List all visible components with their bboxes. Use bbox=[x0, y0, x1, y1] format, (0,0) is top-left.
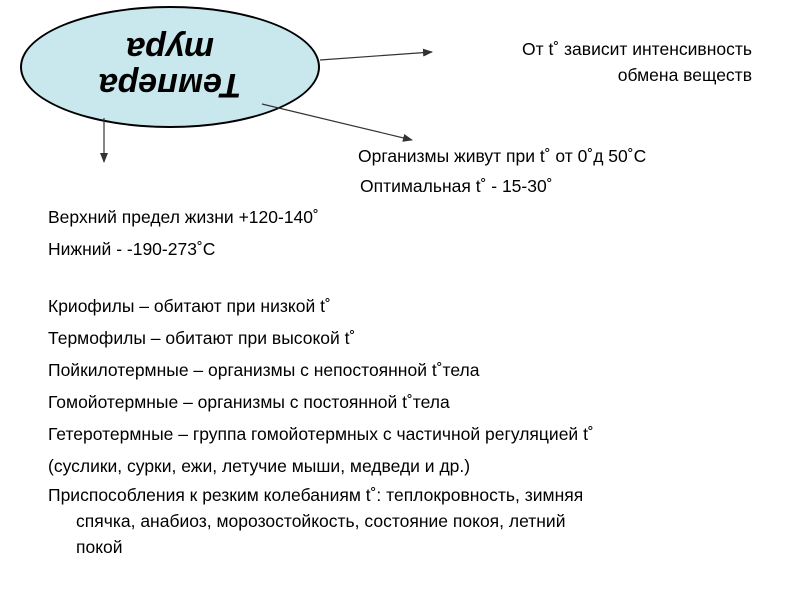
living-range-text: Организмы живут при t˚ от 0˚д 50˚С bbox=[358, 146, 647, 166]
thermophiles-text: Термофилы – обитают при высокой t˚ bbox=[48, 328, 356, 348]
upper-limit-text: Верхний предел жизни +120-140˚ bbox=[48, 207, 319, 227]
arrow-to-center bbox=[262, 104, 412, 140]
title-line-1: Темпера bbox=[98, 66, 242, 104]
poikilothermic-text: Пойкилотермные – организмы с непостоянной t˚тела bbox=[48, 360, 480, 380]
intensity-text-line-2: обмена веществ bbox=[617, 65, 752, 85]
lower-limit-text: Нижний - -190-273˚С bbox=[48, 239, 216, 259]
heterothermic-text: Гетеротермные – группа гомойотермных с частичной регуляцией t˚ bbox=[48, 424, 594, 444]
adaptations-text-line-3: покой bbox=[76, 537, 123, 557]
title-line-2: тура bbox=[126, 30, 214, 68]
intensity-text-line-1: От t˚ зависит интенсивность bbox=[521, 39, 752, 59]
arrow-to-top-right bbox=[320, 52, 432, 60]
homeothermic-text: Гомойотермные – организмы с постоянной t˚тела bbox=[48, 392, 450, 412]
adaptations-text-line-2: спячка, анабиоз, морозостойкость, состояние покоя, летний bbox=[76, 511, 566, 531]
examples-text: (суслики, сурки, ежи, летучие мыши, медведи и др.) bbox=[48, 456, 471, 476]
cryophiles-text: Криофилы – обитают при низкой t˚ bbox=[48, 296, 331, 316]
adaptations-text-line-1: Приспособления к резким колебаниям t˚: теплокровность, зимняя bbox=[48, 485, 584, 505]
optimal-temp-text: Оптимальная t˚ - 15-30˚ bbox=[360, 176, 553, 196]
